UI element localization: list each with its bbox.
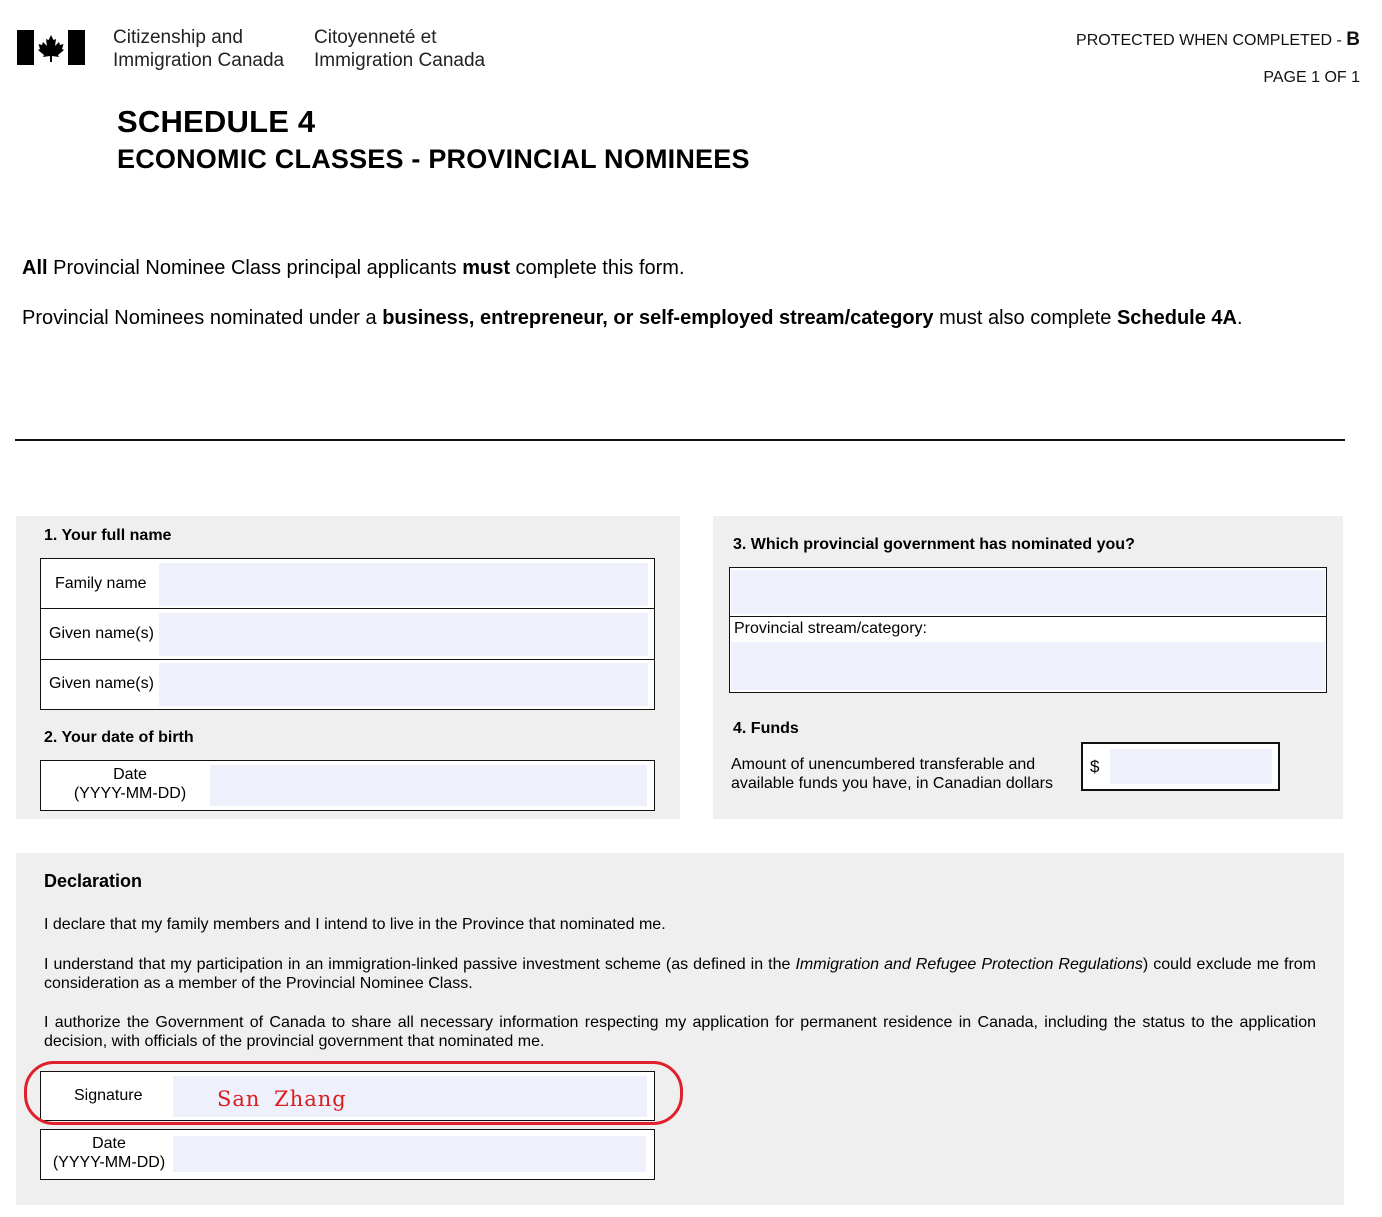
dob-label-line1: Date <box>113 766 147 783</box>
intro-bold-must: must <box>462 257 510 279</box>
full-name-table <box>40 558 655 710</box>
section2-label: 2. Your date of birth <box>44 729 194 746</box>
signature-value: San Zhang <box>217 1087 347 1111</box>
intro-text: complete this form. <box>510 257 685 279</box>
province-table <box>729 567 1327 693</box>
declaration-date-table <box>40 1129 655 1180</box>
declaration-date-label <box>41 1134 177 1172</box>
dept-fr-line1: Citoyenneté et <box>314 27 437 48</box>
dept-en-line2: Immigration Canada <box>113 50 285 71</box>
protected-level: B <box>1346 29 1360 50</box>
declaration-date-field[interactable] <box>173 1136 646 1172</box>
dollar-sign: $ <box>1090 757 1100 776</box>
funds-box <box>1081 742 1280 791</box>
given-name-label: Given name(s) <box>49 675 154 692</box>
dob-label <box>41 765 219 803</box>
given-name-label: Given name(s) <box>49 625 154 642</box>
schedule-title: SCHEDULE 4 <box>117 104 316 139</box>
intro-bold-streams: business, entrepreneur, or self-employed stream/category <box>382 307 934 329</box>
intro-text: . <box>1236 307 1243 329</box>
intro-line-1 <box>22 257 685 280</box>
decl-text: I understand that my participation in an immigration-linked passive investment scheme (as defined in the <box>44 956 796 973</box>
intro-text: must also complete <box>933 307 1117 329</box>
page-indicator: PAGE 1 OF 1 <box>1263 69 1360 86</box>
intro-bold-all: All <box>22 257 48 279</box>
department-name-en <box>113 26 284 72</box>
row-divider <box>41 608 654 609</box>
regulations-title: Immigration and Refugee Protection Regulations <box>795 956 1143 973</box>
funds-desc-line1: Amount of unencumbered transferable and <box>731 756 1036 773</box>
funds-field[interactable] <box>1110 749 1272 784</box>
protected-notice <box>1076 29 1360 51</box>
section3-label: 3. Which provincial government has nominated you? <box>733 536 1135 553</box>
intro-line-2 <box>22 307 1243 330</box>
intro-text: Provincial Nominees nominated under a <box>22 307 383 329</box>
schedule-subtitle: ECONOMIC CLASSES - PROVINCIAL NOMINEES <box>117 144 750 174</box>
given-name-field-1[interactable] <box>159 613 648 656</box>
declaration-para-3: I authorize the Government of Canada to share all necessary information respecting my application for permanent residence in Canada, including the status to the application decision, with officials of the provincial government that nominated me. <box>44 1014 1316 1050</box>
declaration-heading: Declaration <box>44 871 143 891</box>
family-name-field[interactable] <box>159 563 648 606</box>
signature-highlight-oval <box>24 1061 683 1125</box>
decl-text: ) could exclude me from consideration as a member of the Provincial Nominee Class. <box>44 956 1316 992</box>
funds-description <box>731 755 1053 793</box>
funds-desc-line2: available funds you have, in Canadian dollars <box>731 775 1053 792</box>
dob-field[interactable] <box>210 765 647 806</box>
stream-label: Provincial stream/category: <box>734 620 927 637</box>
declaration-date-label-line2: (YYYY-MM-DD) <box>52 1154 166 1171</box>
province-field[interactable] <box>731 570 1325 614</box>
intro-bold-schedule4a: Schedule 4A <box>1116 307 1237 329</box>
section-divider <box>15 439 1345 441</box>
stream-field[interactable] <box>731 642 1325 690</box>
dept-fr-line2: Immigration Canada <box>314 50 486 71</box>
declaration-date-label-line1: Date <box>92 1135 126 1152</box>
protected-label: PROTECTED WHEN COMPLETED - <box>1076 32 1347 49</box>
family-name-label: Family name <box>55 575 147 592</box>
declaration-para-2 <box>44 955 1316 993</box>
dob-table <box>40 760 655 811</box>
given-name-field-2[interactable] <box>159 663 648 706</box>
section4-label: 4. Funds <box>733 720 799 737</box>
dept-en-line1: Citizenship and <box>113 27 243 48</box>
row-divider <box>730 616 1326 617</box>
section1-label: 1. Your full name <box>44 527 172 544</box>
dob-label-line2: (YYYY-MM-DD) <box>73 785 187 802</box>
department-name-fr <box>314 26 485 72</box>
row-divider <box>41 659 654 660</box>
signature-label: Signature <box>74 1087 143 1104</box>
intro-text: Provincial Nominee Class principal applicants <box>47 257 463 279</box>
canada-flag-logo <box>17 30 85 65</box>
declaration-para-1: I declare that my family members and I intend to live in the Province that nominated me. <box>44 916 666 933</box>
